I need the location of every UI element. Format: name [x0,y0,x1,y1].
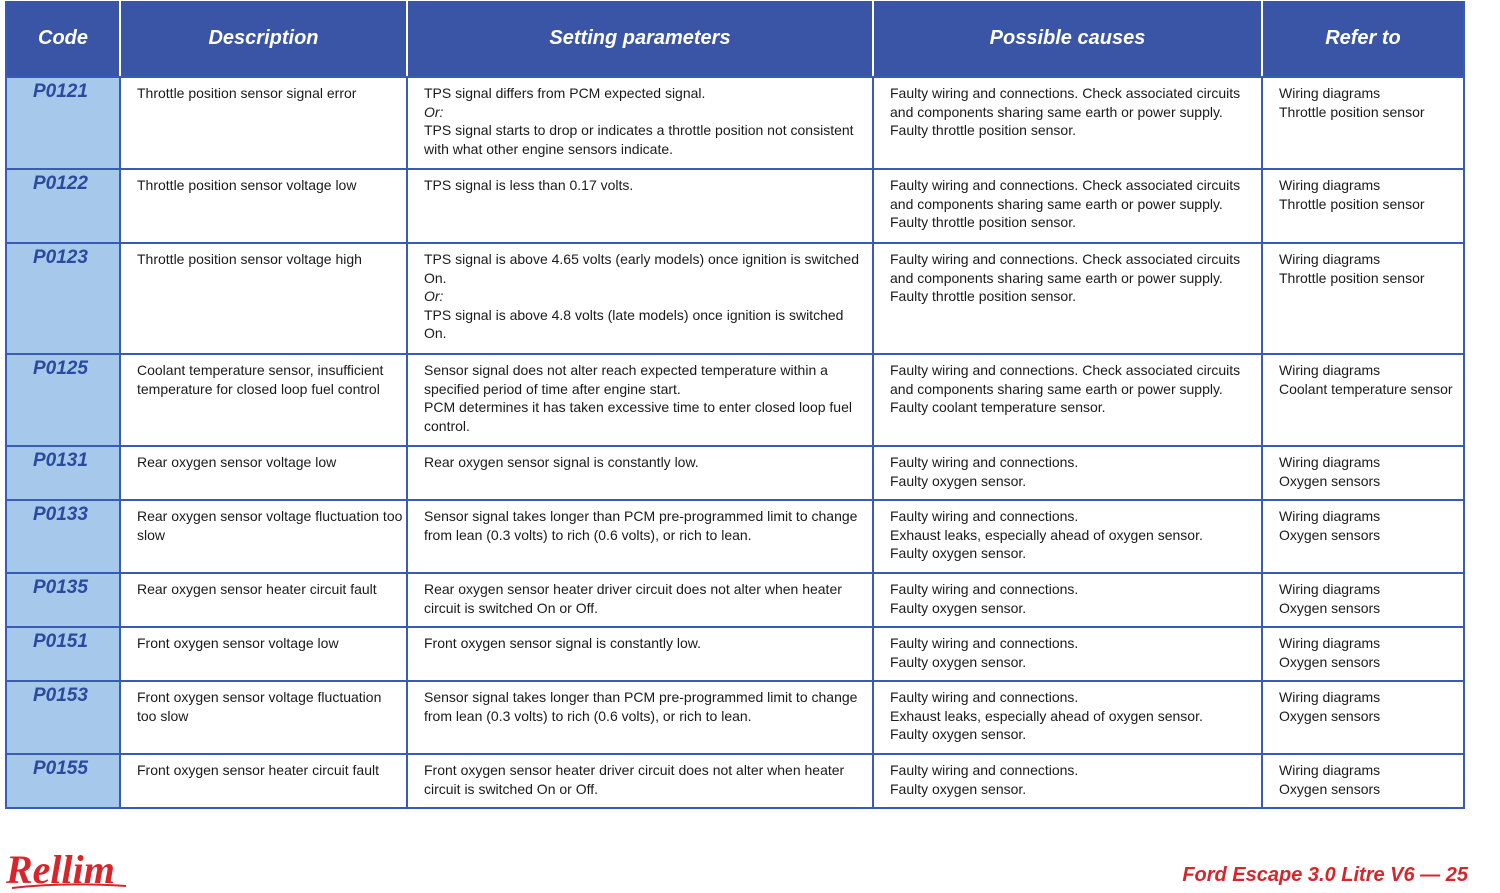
table-row [6,169,1464,243]
dtc-code-cell: P0123 [6,243,120,354]
causes-line: Faulty oxygen sensor. [890,653,1027,670]
description-cell [120,681,407,754]
refer-line: Oxygen sensors [1279,599,1381,616]
table-row [6,681,1464,754]
description-line: slow [137,526,166,543]
causes-line: Exhaust leaks, especially ahead of oxygen sensor. [890,526,1203,543]
refer-cell [1262,243,1464,354]
description-line: Throttle position sensor voltage high [137,251,362,267]
setting-line: specified period of time after engine start. [424,380,681,397]
refer-cell [1262,354,1464,446]
causes-cell [873,354,1262,446]
causes-line: Faulty wiring and connections. [890,508,1079,524]
refer-line: Wiring diagrams [1279,508,1381,524]
dtc-code-cell: P0155 [6,754,120,808]
description-line: Rear oxygen sensor voltage fluctuation too [137,508,403,524]
setting-line: TPS signal is above 4.8 volts (late models) once ignition is switched [424,306,844,323]
causes-cell [873,681,1262,754]
description-line: Rear oxygen sensor voltage low [137,454,337,470]
refer-line: Wiring diagrams [1279,581,1381,597]
setting-line: PCM determines it has taken excessive time to enter closed loop fuel [424,399,852,415]
dtc-code-cell: P0135 [6,573,120,627]
setting-line: from lean (0.3 volts) to rich (0.6 volts), or rich to lean. [424,526,752,543]
setting-line: Front oxygen sensor heater driver circuit does not alter when heater [424,762,845,778]
description-line: Front oxygen sensor voltage low [137,635,339,651]
description-line: temperature for closed loop fuel control [137,380,380,397]
setting-cell [407,681,873,754]
setting-line: Sensor signal takes longer than PCM pre-programmed limit to change [424,689,858,705]
description-cell [120,354,407,446]
setting-line: TPS signal starts to drop or indicates a throttle position not consistent [424,122,854,138]
setting-line: circuit is switched On or Off. [424,599,599,616]
refer-line: Throttle position sensor [1279,195,1425,212]
setting-line: TPS signal is above 4.65 volts (early models) once ignition is switched [424,251,859,267]
causes-cell [873,169,1262,243]
dtc-table [5,1,1465,809]
header-refer-to: Refer to [1262,1,1464,77]
causes-line: Faulty throttle position sensor. [890,122,1076,138]
setting-line: with what other engine sensors indicate. [424,140,674,157]
causes-line: Faulty coolant temperature sensor. [890,399,1106,415]
refer-cell [1262,754,1464,808]
refer-cell [1262,77,1464,169]
refer-cell [1262,446,1464,500]
dtc-code-cell: P0133 [6,500,120,573]
description-cell [120,500,407,573]
setting-cell [407,446,873,500]
description-line: too slow [137,707,189,724]
rellim-logo-text: Rellim [6,847,115,892]
description-line: Front oxygen sensor heater circuit fault [137,762,380,778]
setting-cell [407,243,873,354]
setting-cell [407,500,873,573]
dtc-code-cell: P0131 [6,446,120,500]
causes-cell [873,446,1262,500]
setting-line: Front oxygen sensor signal is constantly low. [424,635,702,651]
description-line: Front oxygen sensor voltage fluctuation [137,689,382,705]
refer-line: Oxygen sensors [1279,653,1381,670]
refer-line: Wiring diagrams [1279,251,1381,267]
table-row [6,754,1464,808]
table-row [6,573,1464,627]
table-row [6,354,1464,446]
refer-cell [1262,573,1464,627]
table-row [6,243,1464,354]
table-row [6,446,1464,500]
dtc-code-cell: P0151 [6,627,120,681]
footer-page-title: Ford Escape 3.0 Litre V6 — 25 [1182,864,1468,886]
setting-line: Or: [424,103,444,120]
causes-line: Faulty throttle position sensor. [890,288,1076,304]
setting-cell [407,354,873,446]
setting-line: TPS signal differs from PCM expected signal. [424,85,706,101]
refer-line: Wiring diagrams [1279,85,1381,101]
causes-line: and components sharing same earth or power supply. [890,103,1223,120]
causes-line: and components sharing same earth or power supply. [890,195,1223,212]
setting-line: On. [424,269,447,286]
refer-line: Wiring diagrams [1279,362,1381,378]
setting-cell [407,627,873,681]
header-setting-parameters: Setting parameters [407,1,873,77]
setting-line: Rear oxygen sensor heater driver circuit does not alter when heater [424,581,842,597]
setting-line: On. [424,325,447,341]
setting-line: TPS signal is less than 0.17 volts. [424,177,634,193]
causes-line: Faulty wiring and connections. [890,689,1079,705]
causes-line: Faulty oxygen sensor. [890,545,1027,561]
description-cell [120,243,407,354]
refer-line: Wiring diagrams [1279,635,1381,651]
refer-line: Throttle position sensor [1279,269,1425,286]
causes-line: Faulty oxygen sensor. [890,472,1027,489]
description-cell [120,77,407,169]
description-line: Throttle position sensor signal error [137,85,357,101]
description-line: Throttle position sensor voltage low [137,177,357,193]
causes-line: Faulty wiring and connections. Check associated circuits [890,85,1241,101]
causes-line: Faulty wiring and connections. Check associated circuits [890,362,1241,378]
causes-line: and components sharing same earth or power supply. [890,380,1223,397]
header-possible-causes: Possible causes [873,1,1262,77]
refer-line: Wiring diagrams [1279,177,1381,193]
refer-cell [1262,681,1464,754]
description-cell [120,446,407,500]
description-line: Rear oxygen sensor heater circuit fault [137,581,377,597]
causes-line: Faulty wiring and connections. [890,581,1079,597]
description-cell [120,627,407,681]
refer-line: Oxygen sensors [1279,526,1381,543]
refer-line: Wiring diagrams [1279,454,1381,470]
description-line: Coolant temperature sensor, insufficient [137,362,384,378]
causes-line: Faulty wiring and connections. [890,762,1079,778]
causes-cell [873,500,1262,573]
refer-line: Oxygen sensors [1279,780,1381,797]
dtc-code-cell: P0125 [6,354,120,446]
causes-line: Faulty throttle position sensor. [890,214,1076,230]
causes-line: Faulty oxygen sensor. [890,726,1027,742]
setting-cell [407,77,873,169]
description-cell [120,573,407,627]
refer-cell [1262,627,1464,681]
setting-line: circuit is switched On or Off. [424,780,599,797]
causes-cell [873,243,1262,354]
causes-line: Faulty oxygen sensor. [890,780,1027,797]
table-header-row [6,1,1464,77]
setting-line: Rear oxygen sensor signal is constantly low. [424,454,699,470]
refer-line: Wiring diagrams [1279,762,1381,778]
refer-line: Oxygen sensors [1279,472,1381,489]
table-row [6,500,1464,573]
causes-line: Faulty wiring and connections. [890,454,1079,470]
refer-cell [1262,500,1464,573]
setting-cell [407,573,873,627]
description-cell [120,754,407,808]
setting-line: from lean (0.3 volts) to rich (0.6 volts), or rich to lean. [424,707,752,724]
table-body [6,77,1464,808]
causes-line: Exhaust leaks, especially ahead of oxygen sensor. [890,707,1203,724]
setting-line: Sensor signal takes longer than PCM pre-programmed limit to change [424,508,858,524]
causes-cell [873,754,1262,808]
causes-line: Faulty wiring and connections. [890,635,1079,651]
refer-cell [1262,169,1464,243]
causes-cell [873,627,1262,681]
setting-line: Sensor signal does not alter reach expected temperature within a [424,362,828,378]
header-description: Description [120,1,407,77]
rellim-logo [4,842,134,892]
header-code: Code [6,1,120,77]
setting-line: Or: [424,288,444,304]
dtc-code-cell: P0122 [6,169,120,243]
causes-line: Faulty oxygen sensor. [890,599,1027,616]
causes-line: and components sharing same earth or power supply. [890,269,1223,286]
refer-line: Wiring diagrams [1279,689,1381,705]
setting-cell [407,169,873,243]
table-row [6,627,1464,681]
refer-line: Coolant temperature sensor [1279,380,1453,397]
setting-line: control. [424,417,470,434]
dtc-code-cell: P0121 [6,77,120,169]
table-row [6,77,1464,169]
causes-line: Faulty wiring and connections. Check associated circuits [890,251,1241,267]
refer-line: Throttle position sensor [1279,103,1425,120]
causes-line: Faulty wiring and connections. Check associated circuits [890,177,1241,193]
setting-cell [407,754,873,808]
causes-cell [873,77,1262,169]
causes-cell [873,573,1262,627]
description-cell [120,169,407,243]
dtc-code-cell: P0153 [6,681,120,754]
refer-line: Oxygen sensors [1279,707,1381,724]
